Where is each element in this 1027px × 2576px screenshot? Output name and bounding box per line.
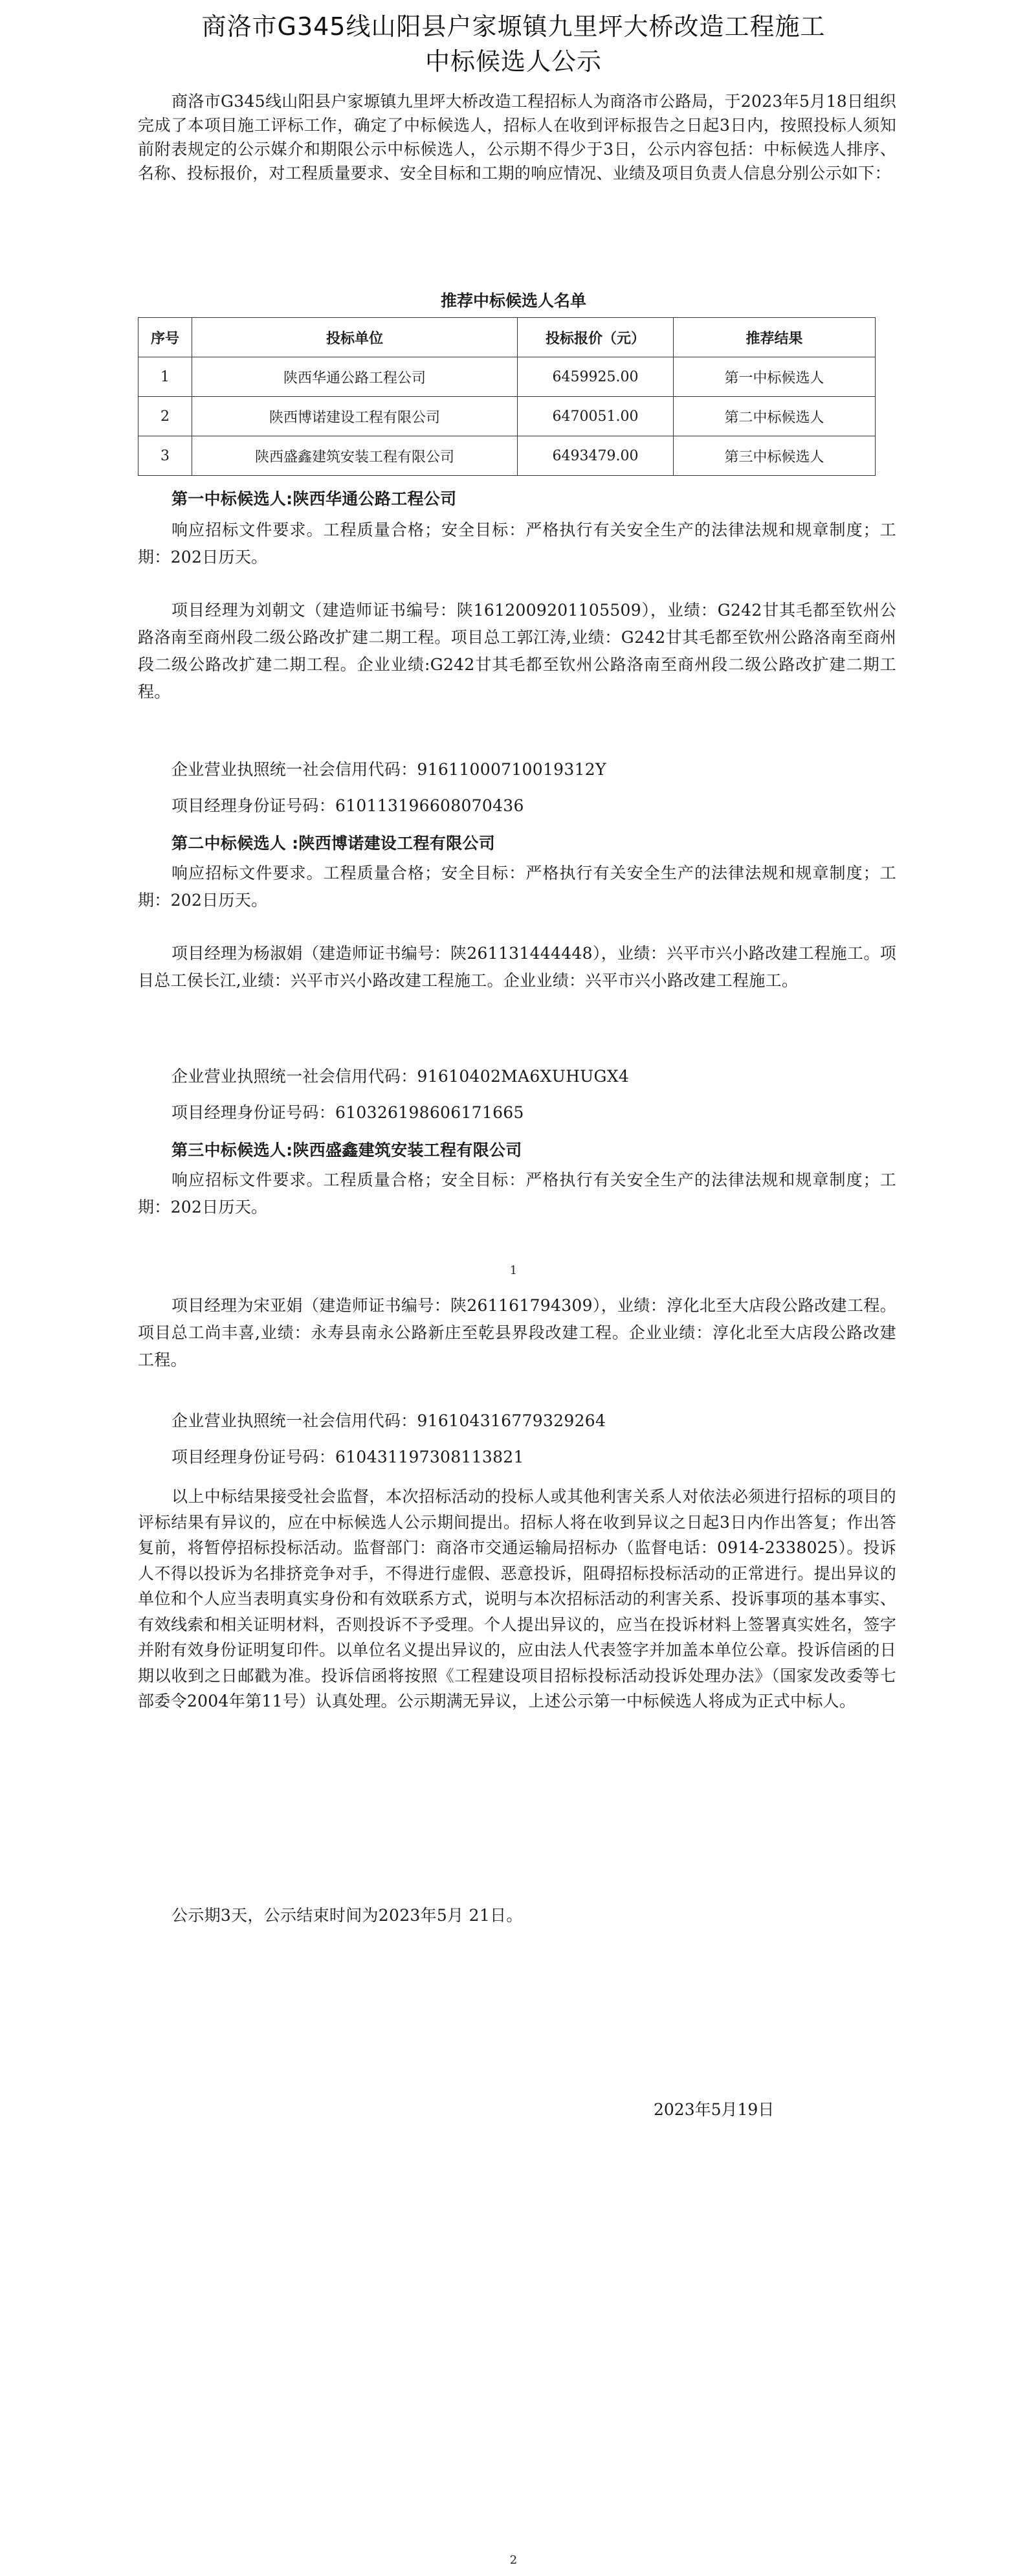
cell-price: 6470051.00 bbox=[518, 397, 674, 436]
candidate1-manager: 项目经理为刘朝文（建造师证书编号：陕1612009201105509），业绩：G242甘其毛都至钦州公路洛南至商州段二级公路改扩建二期工程。项目总工郭江涛,业绩：G242甘其毛都至钦州公路洛南至商州段二级公路改扩建二期工程。企业业绩:G242甘其毛都至钦州公路洛南至商州段二级公路改扩建二期工程。 bbox=[138, 601, 896, 701]
cell-result: 第二中标候选人 bbox=[674, 397, 876, 436]
candidate-table bbox=[138, 317, 876, 476]
table-row bbox=[138, 397, 876, 436]
table-row bbox=[138, 436, 876, 476]
table-row bbox=[138, 357, 876, 397]
header-bidder: 投标单位 bbox=[192, 318, 518, 357]
supervision-notice: 以上中标结果接受社会监督，本次招标活动的投标人或其他利害关系人对依法必须进行招标的项目的评标结果有异议的，应在中标候选人公示期间提出。招标人将在收到异议之日起3日内作出答复；作出答复前，将暂停招标投标活动。监督部门：商洛市交通运输局招标办（监督电话：0914-2338025）。投诉人不得以投诉为名排挤竞争对手，不得进行虚假、恶意投诉，阻碍招标投标活动的正常进行。提出异议的单位和个人应当表明真实身份和有效联系方式，说明与本次招标活动的利害关系、投诉事项的基本事实、有效线索和相关证明材料，否则投诉不予受理。个人提出异议的，应当在投诉材料上签署真实姓名，签字并附有效身份证明复印件。以单位名义提出异议的，应由法人代表签字并加盖本单位公章。投诉信函的日期以收到之日邮戳为准。投诉信函将按照《工程建设项目招标投标活动投诉处理办法》（国家发改委等七部委令2004年第11号）认真处理。公示期满无异议，上述公示第一中标候选人将成为正式中标人。 bbox=[138, 1487, 896, 1710]
candidate1-id-number: 项目经理身份证号码：610113196608070436 bbox=[171, 796, 524, 815]
document-title-line2: 中标候选人公示 bbox=[425, 47, 602, 76]
header-index: 序号 bbox=[138, 318, 192, 357]
cell-result: 第三中标候选人 bbox=[674, 436, 876, 476]
candidate2-credit-code: 企业营业执照统一社会信用代码：91610402MA6XUHUGX4 bbox=[171, 1067, 630, 1086]
header-result: 推荐结果 bbox=[674, 318, 876, 357]
table-caption: 推荐中标候选人名单 bbox=[440, 291, 586, 310]
cell-bidder: 陕西盛鑫建筑安装工程有限公司 bbox=[192, 436, 518, 476]
candidate1-response: 响应招标文件要求。工程质量合格；安全目标：严格执行有关安全生产的法律法规和规章制度；工期：202日历天。 bbox=[138, 521, 896, 566]
table-header-row bbox=[138, 318, 876, 357]
cell-price: 6459925.00 bbox=[518, 357, 674, 397]
candidate1-heading: 第一中标候选人:陕西华通公路工程公司 bbox=[171, 489, 457, 508]
candidate2-response: 响应招标文件要求。工程质量合格；安全目标：严格执行有关安全生产的法律法规和规章制度；工期：202日历天。 bbox=[138, 864, 896, 910]
cell-price: 6493479.00 bbox=[518, 436, 674, 476]
cell-index: 1 bbox=[138, 357, 192, 397]
cell-index: 2 bbox=[138, 397, 192, 436]
page-number-2: 2 bbox=[509, 2553, 518, 2567]
candidate3-credit-code: 企业营业执照统一社会信用代码：916104316779329264 bbox=[171, 1411, 606, 1430]
document-date: 2023年5月19日 bbox=[654, 2100, 775, 2119]
candidate2-id-number: 项目经理身份证号码：610326198606171665 bbox=[171, 1103, 524, 1122]
candidate3-manager: 项目经理为宋亚娟（建造师证书编号：陕261161794309），业绩：淳化北至大店段公路改建工程。项目总工尚丰喜,业绩：永寿县南永公路新庄至乾县界段改建工程。企业业绩：淳化北至大店段公路改建工程。 bbox=[138, 1296, 896, 1369]
candidate3-response: 响应招标文件要求。工程质量合格；安全目标：严格执行有关安全生产的法律法规和规章制度；工期：202日历天。 bbox=[138, 1170, 896, 1216]
candidate1-credit-code: 企业营业执照统一社会信用代码：91611000710019312Y bbox=[171, 760, 606, 779]
candidate3-id-number: 项目经理身份证号码：610431197308113821 bbox=[171, 1448, 524, 1466]
cell-index: 3 bbox=[138, 436, 192, 476]
document-title-line1: 商洛市G345线山阳县户家塬镇九里坪大桥改造工程施工 bbox=[201, 12, 826, 41]
publicity-period: 公示期3天，公示结束时间为2023年5月 21日。 bbox=[171, 1906, 523, 1925]
candidate2-heading: 第二中标候选人 :陕西博诺建设工程有限公司 bbox=[171, 834, 496, 853]
cell-bidder: 陕西华通公路工程公司 bbox=[192, 357, 518, 397]
candidate2-manager: 项目经理为杨淑娟（建造师证书编号：陕261131444448），业绩：兴平市兴小路改建工程施工。项目总工侯长江,业绩：兴平市兴小路改建工程施工。企业业绩：兴平市兴小路改建工程施工。 bbox=[138, 944, 896, 990]
header-price: 投标报价（元） bbox=[518, 318, 674, 357]
cell-result: 第一中标候选人 bbox=[674, 357, 876, 397]
cell-bidder: 陕西博诺建设工程有限公司 bbox=[192, 397, 518, 436]
page-number-1: 1 bbox=[509, 1264, 518, 1277]
intro-paragraph: 商洛市G345线山阳县户家塬镇九里坪大桥改造工程招标人为商洛市公路局，于2023年5月18日组织完成了本项目施工评标工作，确定了中标候选人，招标人在收到评标报告之日起3日内，按照投标人须知前附表规定的公示媒介和期限公示中标候选人，公示期不得少于3日，公示内容包括：中标候选人排序、名称、投标报价，对工程质量要求、安全目标和工期的响应情况、业绩及项目负责人信息分别公示如下： bbox=[138, 92, 896, 183]
candidate3-heading: 第三中标候选人:陕西盛鑫建筑安装工程有限公司 bbox=[171, 1141, 522, 1159]
